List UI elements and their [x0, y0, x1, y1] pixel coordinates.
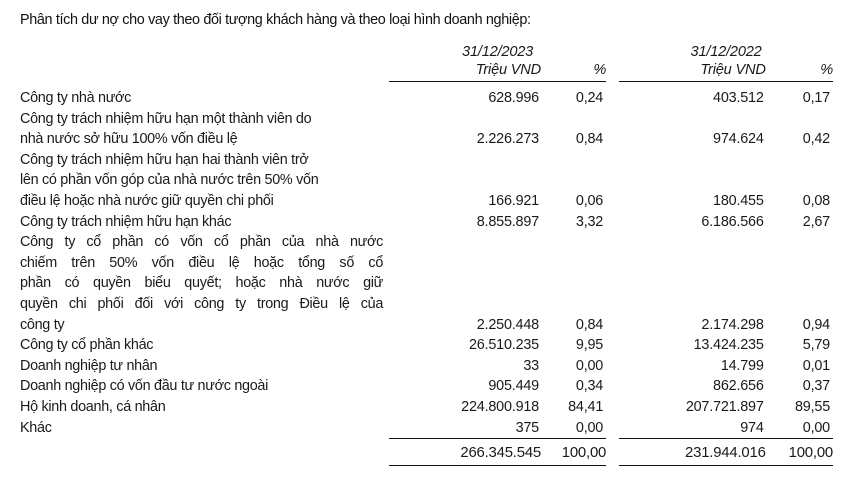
row-gap	[606, 232, 619, 335]
header-label-spacer	[20, 44, 389, 62]
row-percent-2023: 9,95	[575, 337, 604, 354]
row-value-2023: 33	[523, 357, 539, 374]
row-percent-2022: 0,01	[802, 357, 830, 374]
header-date-2023: 31/12/2023	[462, 44, 534, 60]
row-gap	[606, 109, 619, 150]
header-percent-2022: %	[766, 62, 833, 82]
table-row	[20, 88, 833, 109]
row-label	[20, 109, 389, 150]
table-row	[20, 376, 833, 397]
header-units-gap-spacer	[606, 62, 619, 82]
row-value-2022: 13.424.235	[693, 337, 764, 354]
row-value-2022: 14.799	[720, 357, 764, 374]
row-value-2022: 207.721.897	[685, 398, 764, 415]
table-header	[20, 44, 833, 88]
row-gap	[606, 335, 619, 356]
row-label	[20, 376, 389, 397]
row-value-2022: 974.624	[713, 131, 764, 148]
total-gap	[606, 439, 619, 466]
row-label-line: công ty	[20, 316, 65, 333]
row-value-2023: 375	[515, 419, 539, 436]
row-label	[20, 232, 389, 335]
row-percent-2023: 0,00	[575, 357, 604, 374]
row-gap	[606, 212, 619, 233]
row-label-line: Công ty nhà nước	[20, 90, 132, 106]
table-body	[20, 88, 833, 466]
table-row	[20, 356, 833, 377]
row-percent-2023: 3,32	[575, 213, 604, 230]
total-percent-2022: 100,00	[766, 439, 833, 466]
header-date-2022: 31/12/2022	[690, 44, 762, 60]
row-percent-2022: 0,37	[802, 378, 830, 395]
row-label	[20, 88, 389, 109]
table-row	[20, 397, 833, 418]
row-label	[20, 356, 389, 377]
row-value-2023: 628.996	[488, 90, 539, 106]
row-value-2023: 2.226.273	[476, 131, 539, 148]
section-intro-text: Phân tích dư nợ cho vay theo đối tượng khách hàng và theo loại hình doanh nghiệp:	[20, 12, 531, 28]
row-label-line: quyền chi phối đối với công ty trong Điều lệ của	[20, 295, 384, 312]
row-gap	[606, 356, 619, 377]
table-row	[20, 418, 833, 439]
row-percent-2022: 0,42	[802, 131, 830, 148]
row-label	[20, 335, 389, 356]
row-percent-2022: 0,17	[802, 90, 830, 106]
row-label-line: lên có phần vốn góp của nhà nước trên 50% vốn	[20, 172, 319, 189]
row-percent-2022: 0,00	[802, 419, 830, 436]
table-row	[20, 232, 833, 335]
row-percent-2023: 0,34	[575, 378, 604, 395]
total-label	[20, 439, 389, 466]
row-percent-2023: 0,84	[575, 131, 604, 148]
header-unit-2023: Triệu VND	[389, 62, 541, 82]
row-gap	[606, 376, 619, 397]
row-value-2022: 2.174.298	[701, 316, 764, 333]
row-percent-2023: 0,06	[575, 192, 604, 209]
row-label-line: Hộ kinh doanh, cá nhân	[20, 398, 166, 415]
row-label-line: Doanh nghiệp có vốn đầu tư nước ngoài	[20, 378, 269, 395]
header-units-label-spacer	[20, 62, 389, 82]
table-row	[20, 150, 833, 212]
table-total-row	[20, 439, 833, 466]
row-value-2023: 166.921	[488, 192, 539, 209]
row-gap	[606, 88, 619, 109]
row-value-2023: 2.250.448	[476, 316, 539, 333]
row-gap	[606, 418, 619, 439]
loan-breakdown-table	[20, 44, 833, 466]
row-value-2023: 8.855.897	[476, 213, 539, 230]
row-label	[20, 397, 389, 418]
row-gap	[606, 397, 619, 418]
row-percent-2022: 5,79	[802, 337, 830, 354]
row-gap	[606, 150, 619, 212]
row-label	[20, 150, 389, 212]
total-percent-2023: 100,00	[541, 439, 606, 466]
header-unit-2022: Triệu VND	[619, 62, 766, 82]
row-value-2023: 905.449	[488, 378, 539, 395]
row-label	[20, 418, 389, 439]
total-value-2023: 266.345.545	[389, 439, 541, 466]
row-label	[20, 212, 389, 233]
table-row	[20, 212, 833, 233]
row-label-line: Công ty trách nhiệm hữu hạn một thành viên do	[20, 110, 312, 127]
table-header-units-row	[20, 62, 833, 82]
row-value-2022: 180.455	[713, 192, 764, 209]
row-value-2022: 6.186.566	[701, 213, 764, 230]
row-percent-2023: 0,84	[575, 316, 604, 333]
row-percent-2022: 89,55	[794, 398, 830, 415]
row-label-line: nhà nước sở hữu 100% vốn điều lệ	[20, 131, 238, 148]
row-percent-2023: 84,41	[568, 398, 604, 415]
row-label-line: Công ty cổ phần có vốn cổ phần của nhà nước	[20, 234, 384, 251]
header-percent-2023: %	[541, 62, 606, 82]
row-percent-2022: 2,67	[802, 213, 830, 230]
row-label-line: Công ty trách nhiệm hữu hạn hai thành viên trở	[20, 151, 309, 168]
row-percent-2023: 0,00	[575, 419, 604, 436]
table-row	[20, 109, 833, 150]
row-value-2023: 224.800.918	[461, 398, 539, 415]
total-value-2022: 231.944.016	[619, 439, 766, 466]
row-percent-2023: 0,24	[575, 90, 604, 106]
row-percent-2022: 0,94	[802, 316, 830, 333]
row-label-line: Khác	[20, 420, 52, 436]
row-value-2022: 974	[740, 419, 764, 436]
table-row	[20, 335, 833, 356]
row-label-line: Công ty trách nhiệm hữu hạn khác	[20, 213, 232, 230]
row-label-line: phần có quyền biểu quyết; hoặc nhà nước giữ	[20, 275, 384, 292]
row-label-line: Công ty cổ phần khác	[20, 337, 154, 354]
row-value-2022: 862.656	[713, 378, 764, 395]
row-value-2022: 403.512	[713, 90, 764, 106]
table-header-dates-row	[20, 44, 833, 62]
row-label-line: chiếm trên 50% vốn điều lệ hoặc tổng số cổ	[20, 254, 384, 271]
row-percent-2022: 0,08	[802, 192, 830, 209]
row-label-line: Doanh nghiệp tư nhân	[20, 357, 158, 374]
header-gap-spacer	[606, 44, 619, 62]
row-label-line: điều lệ hoặc nhà nước giữ quyền chi phối	[20, 192, 274, 209]
row-value-2023: 26.510.235	[468, 337, 539, 354]
